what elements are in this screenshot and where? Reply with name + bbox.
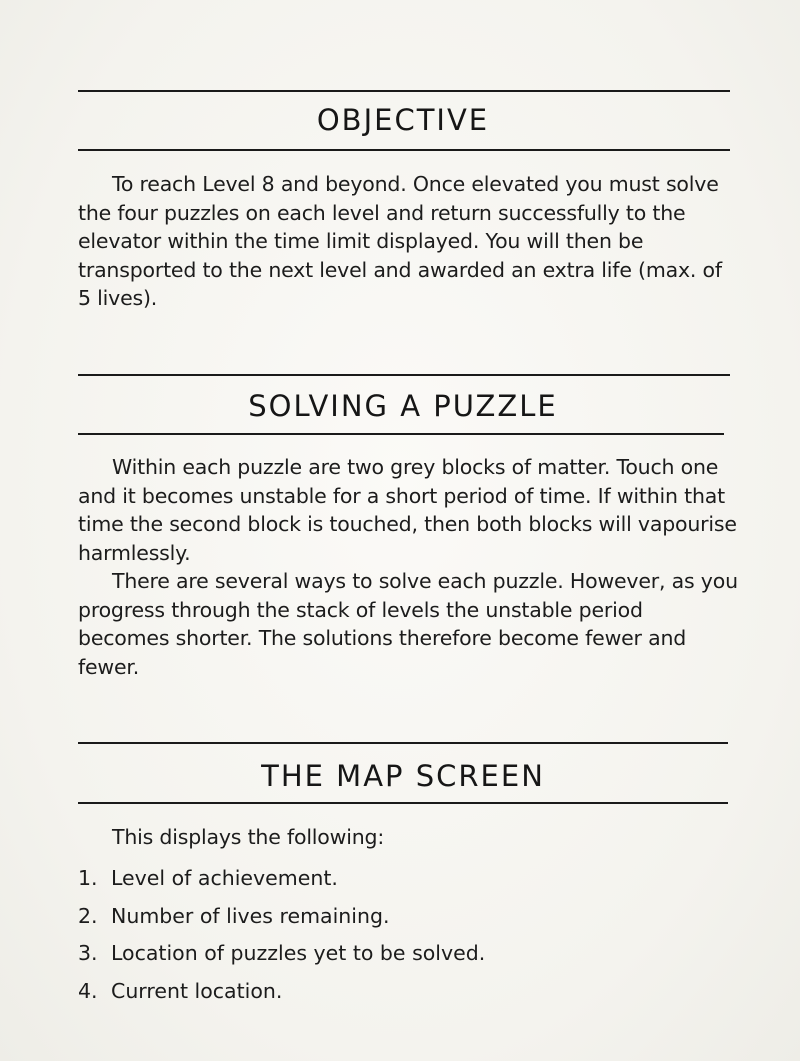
list-item: [78, 902, 485, 940]
list-item-number: 1.: [78, 866, 98, 890]
puzzle-top-rule: [78, 374, 730, 376]
list-item: [78, 939, 485, 977]
puzzle-text-2: There are several ways to solve each puzzle. However, as you progress through the stack of levels the unstable period becomes shorter. The solutions therefore become fewer and fewer.: [78, 569, 738, 679]
list-item-text: Location of puzzles yet to be solved.: [111, 941, 486, 965]
map-info-list: [78, 864, 485, 1014]
list-item-text: Current location.: [111, 978, 283, 1003]
objective-text: To reach Level 8 and beyond. Once elevated you must solve the four puzzles on each level and return successfully to the elevator within the time limit displayed. You will then be transported to the next level and awarded an extra life (max. of 5 lives).: [78, 172, 722, 310]
map-bottom-rule: [78, 802, 728, 804]
map-intro: [78, 823, 738, 852]
list-item-text: Level of achievement.: [111, 866, 338, 890]
map-intro-text: This displays the following:: [112, 825, 385, 849]
map-top-rule: [78, 742, 728, 744]
list-item-number: 2.: [78, 903, 98, 928]
puzzle-paragraph-1: [78, 453, 738, 567]
puzzle-bottom-rule: [78, 433, 724, 435]
map-heading: THE MAP SCREEN: [261, 759, 545, 793]
objective-paragraph: [78, 170, 738, 313]
objective-bottom-rule: [78, 149, 730, 151]
puzzle-text-1: Within each puzzle are two grey blocks of matter. Touch one and it becomes unstable for a short period of time. If within that time the second block is touched, then both blocks will vapourise harmlessly.: [78, 455, 737, 565]
list-item: [78, 977, 485, 1015]
list-item: [78, 864, 485, 902]
puzzle-heading: SOLVING A PUZZLE: [248, 389, 558, 423]
list-item-number: 3.: [78, 941, 98, 965]
objective-top-rule: [78, 90, 730, 92]
list-item-number: 4.: [78, 978, 98, 1003]
objective-heading: OBJECTIVE: [316, 103, 490, 137]
puzzle-paragraph-2: [78, 567, 738, 681]
list-item-text: Number of lives remaining.: [111, 903, 390, 928]
